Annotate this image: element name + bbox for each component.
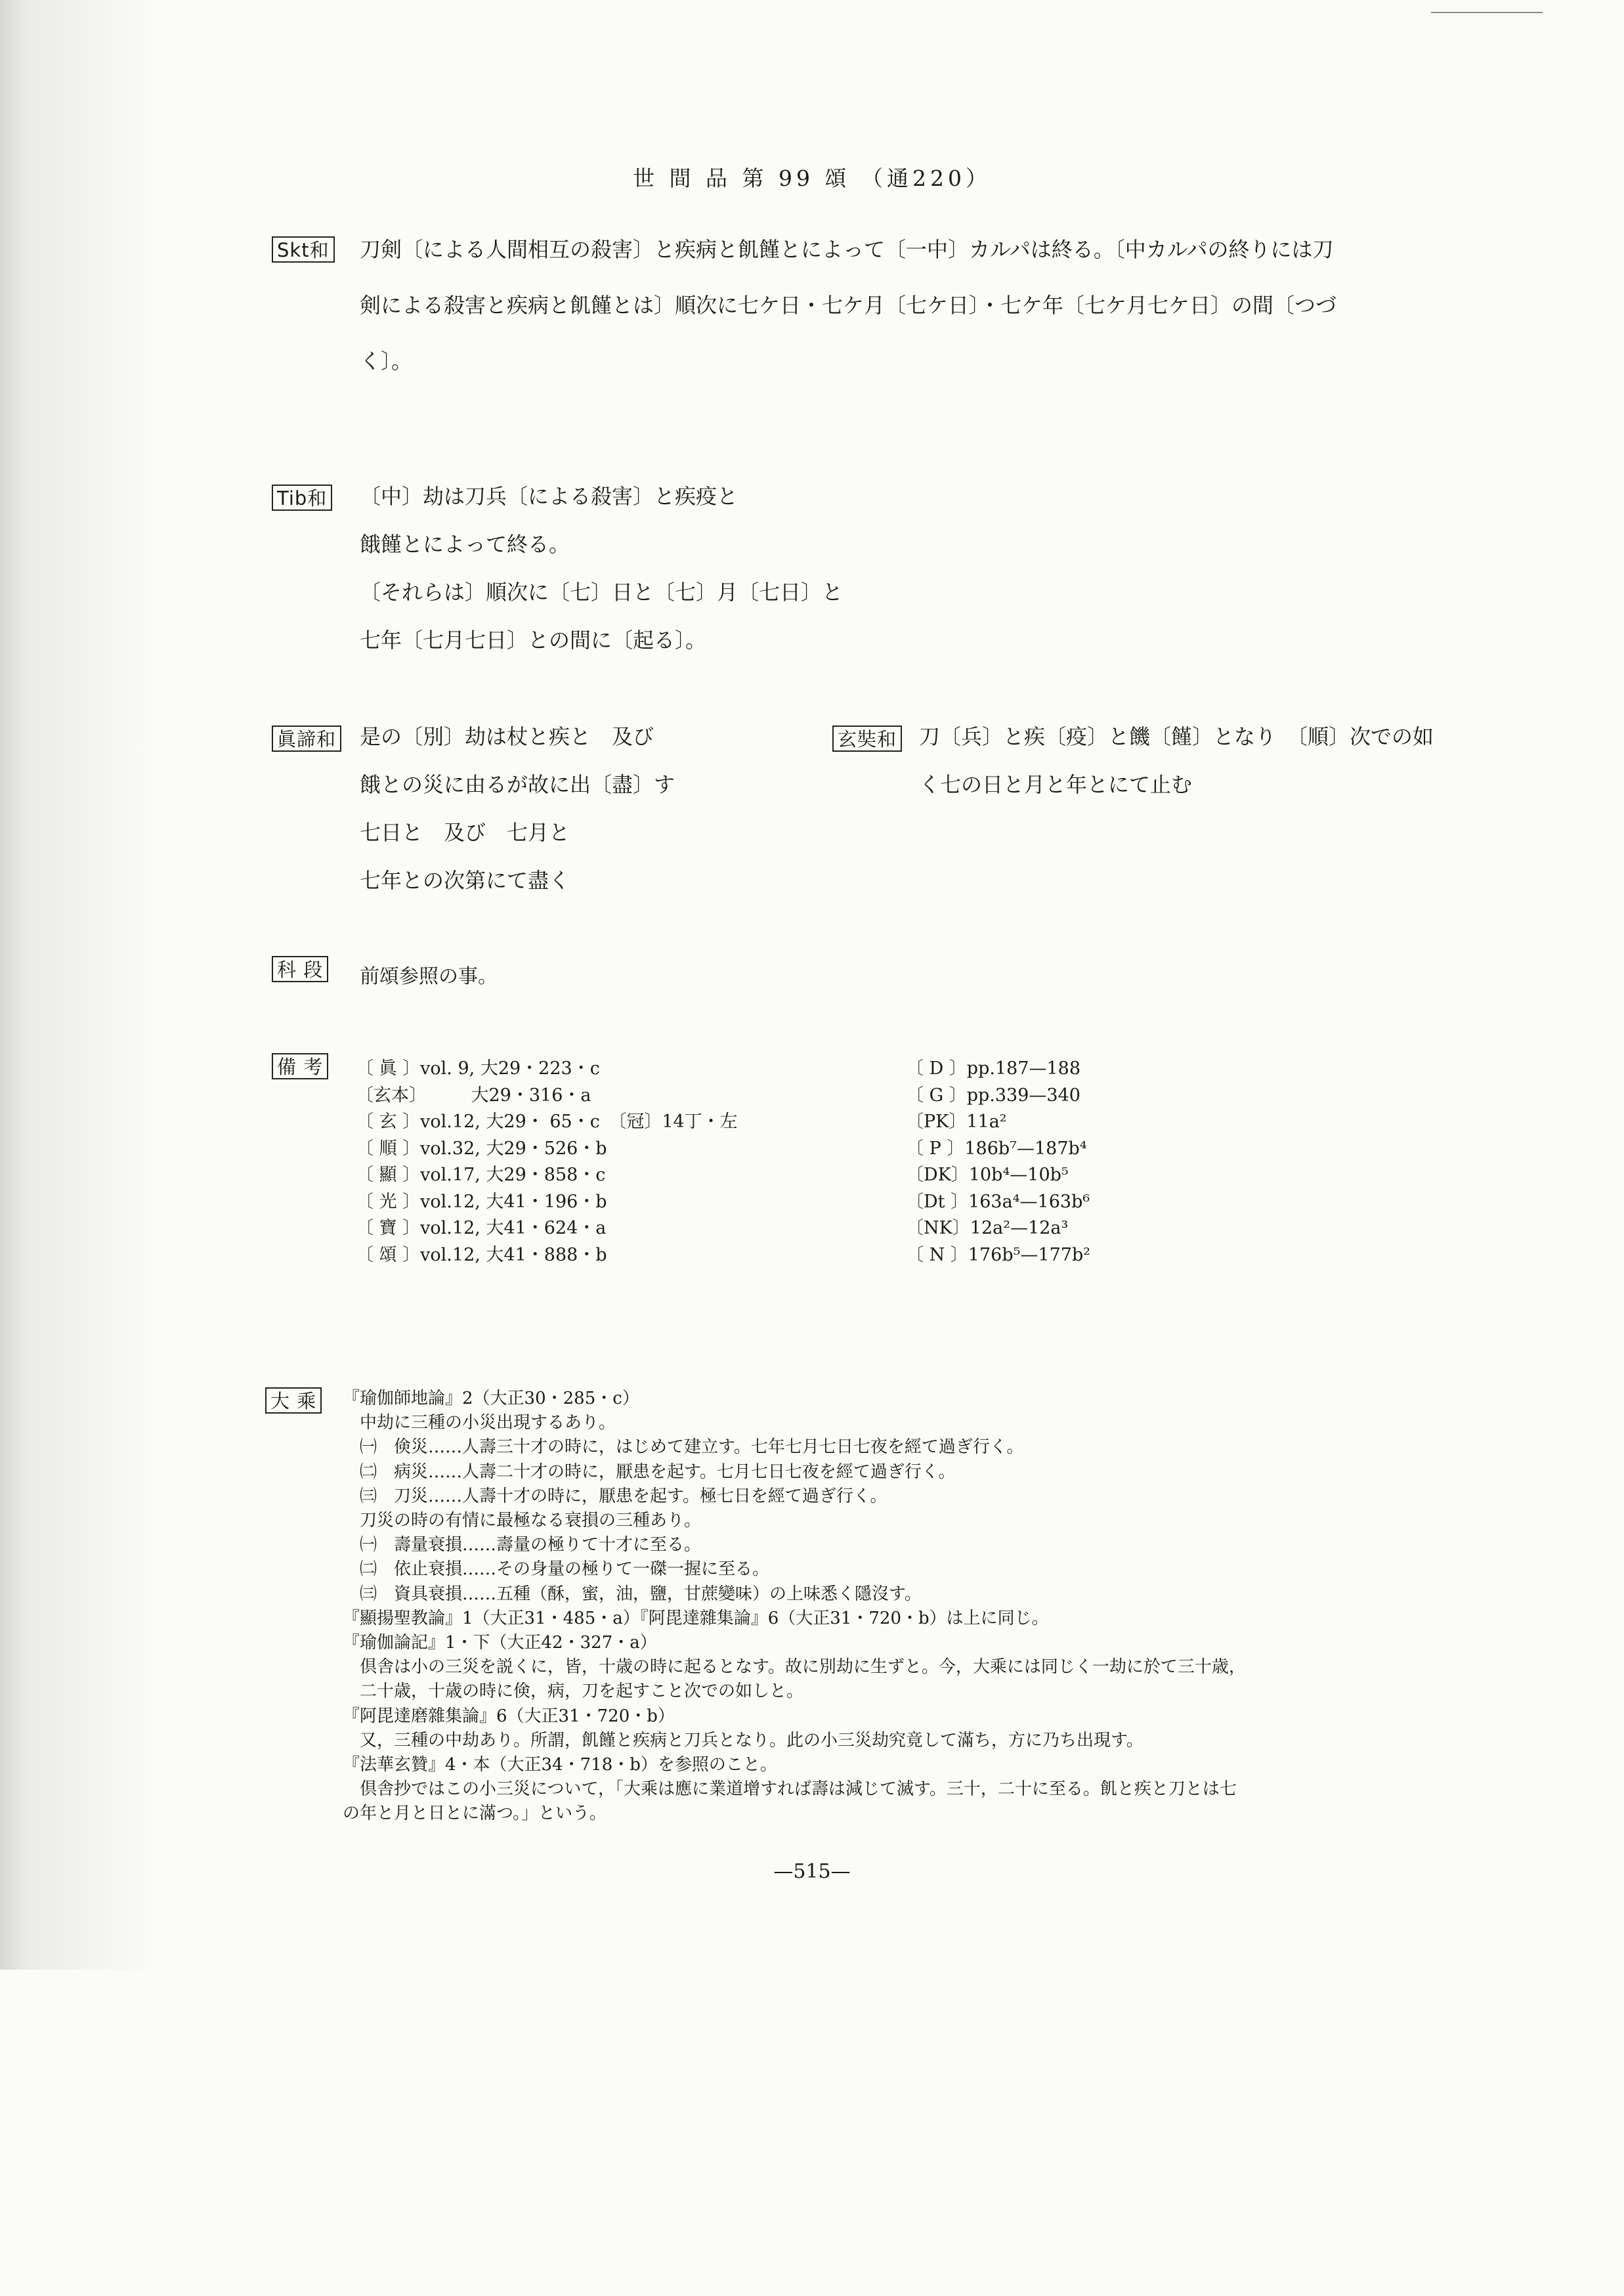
daijo-line: 『瑜伽論記』1・下（大正42・327・a） (343, 1633, 657, 1653)
shintai-line: 七年との次第にて盡く (360, 868, 570, 893)
biko-left-item: 〔 顯 〕vol.17, 大29・858・c (356, 1165, 606, 1185)
tib-line: 〔それらは〕順次に〔七〕日と〔七〕月〔七日〕と (360, 580, 844, 605)
shintai-line: 餓との災に由るが故に出〔盡〕す (360, 772, 675, 797)
biko-right-item: 〔Dt 〕163a⁴—163b⁶ (906, 1191, 1090, 1212)
daijo-line: 中劫に三種の小災出現するあり。 (343, 1413, 616, 1433)
daijo-line: ㈡ 病災……人壽二十才の時に，厭患を起す。七月七日七夜を經て過ぎ行く。 (343, 1462, 956, 1482)
biko-right-item: 〔PK〕11a² (906, 1112, 1007, 1132)
biko-right-item: 〔 N 〕176b⁵—177b² (906, 1244, 1091, 1265)
scan-edge-shadow (0, 0, 171, 1970)
genjo-text (919, 713, 1434, 809)
biko-left-item: 〔 玄 〕vol.12, 大29・ 65・c 〔冠〕14丁・左 (356, 1112, 738, 1132)
daijo-line: 倶舎は小の三災を説くに，皆，十歳の時に起るとなす。故に別劫に生ずと。今，大乘には同じく一劫に於て三十歳， (343, 1657, 1246, 1678)
daijo-line: ㈡ 依止衰損……その身量の極りて一磔一握に至る。 (343, 1559, 770, 1580)
daijo-line: ㈠ 倹災……人壽三十才の時に，はじめて建立す。七年七月七日七夜を經て過ぎ行く。 (343, 1437, 1024, 1458)
daijo-line: 『瑜伽師地論』2（大正30・285・c） (343, 1389, 639, 1408)
skt-line: 刀剣〔による人間相互の殺害〕と疾病と飢饉とによって〔一中〕カルパは終る。〔中カルパの終りには刀 (360, 237, 1334, 262)
skt-text (360, 222, 1336, 389)
tib-line: 〔中〕劫は刀兵〔による殺害〕と疾疫と (360, 484, 738, 509)
biko-right-item: 〔 G 〕pp.339—340 (906, 1085, 1080, 1106)
biko-right (906, 1056, 1090, 1268)
tib-line: 餓饉とによって終る。 (360, 532, 570, 557)
biko-right-item: 〔 D 〕pp.187—188 (906, 1058, 1081, 1079)
skt-line: 剣による殺害と疾病と飢饉とは〕順次に七ケ日・七ケ月〔七ケ日〕・七ケ年〔七ケ月七ケ日〕の間〔つづ (360, 293, 1337, 318)
daijo-line: 二十歳，十歳の時に倹，病，刀を起すこと次での如しと。 (343, 1681, 804, 1702)
biko-left (356, 1056, 738, 1268)
biko-left-item: 〔 眞 〕vol. 9, 大29・223・c (356, 1058, 600, 1079)
biko-left-item: 〔 頌 〕vol.12, 大41・888・b (356, 1244, 607, 1265)
genjo-line: 刀〔兵〕と疾〔疫〕と饑〔饉〕となり 〔順〕次での如 (919, 724, 1434, 749)
shintai-text (360, 713, 675, 905)
biko-right-item: 〔 P 〕186b⁷—187b⁴ (906, 1138, 1087, 1159)
biko-left-item: 〔 光 〕vol.12, 大41・196・b (356, 1191, 607, 1212)
scan-top-line (1431, 12, 1543, 13)
biko-left-item: 〔玄本〕 大29・316・a (356, 1085, 591, 1106)
biko-left-item: 〔 順 〕vol.32, 大29・526・b (356, 1138, 607, 1159)
shintai-line: 是の〔別〕劫は杖と疾と 及び (360, 724, 654, 749)
daijo-line: 『阿毘達磨雜集論』6（大正31・720・b） (343, 1706, 675, 1726)
tib-tag: Tib和 (272, 485, 332, 511)
daijo-line: 又，三種の中劫あり。所謂，飢饉と疾病と刀兵となり。此の小三災劫究竟して滿ち，方に乃ち出現す。 (343, 1730, 1143, 1750)
kadan-text: 前頌参照の事。 (360, 965, 498, 988)
kadan-tag: 科 段 (272, 956, 328, 982)
daijo-text (343, 1387, 1246, 1827)
daijo-line: 『顯揚聖教論』1（大正31・485・a）『阿毘達雜集論』6（大正31・720・b）は上に同じ。 (343, 1608, 1049, 1628)
daijo-line: 刀災の時の有情に最極なる衰損の三種あり。 (343, 1511, 702, 1531)
biko-right-item: 〔DK〕10b⁴—10b⁵ (906, 1165, 1069, 1185)
daijo-line: ㈢ 資具衰損……五種（酥，蜜，油，鹽，甘蔗變味）の上味悉く隱沒す。 (343, 1584, 922, 1604)
daijo-line: ㈢ 刀災……人壽十才の時に，厭患を起す。極七日を經て過ぎ行く。 (343, 1486, 887, 1506)
shintai-line: 七日と 及び 七月と (360, 820, 570, 845)
daijo-line: の年と月と日とに滿つ。」という。 (343, 1804, 607, 1824)
daijo-line: 『法華玄贊』4・本（大正34・718・b）を参照のこと。 (343, 1755, 777, 1775)
daijo-line: 倶舎抄ではこの小三災について，「大乘は應に業道增すれば壽は減じて滅す。三十，二十に至る。飢と疾と刀とは七 (343, 1779, 1237, 1800)
tib-text (360, 473, 843, 664)
daijo-tag: 大 乘 (265, 1387, 322, 1414)
tib-line: 七年〔七月七日〕との間に〔起る〕。 (360, 628, 707, 653)
biko-left-item: 〔 寶 〕vol.12, 大41・624・a (356, 1218, 607, 1238)
daijo-line: ㈠ 壽量衰損……壽量の極りて十才に至る。 (343, 1535, 702, 1555)
shintai-tag: 眞諦和 (272, 726, 341, 752)
genjo-tag: 玄奘和 (832, 726, 902, 752)
page-number: —515— (773, 1860, 851, 1883)
skt-line: く〕。 (360, 349, 413, 374)
biko-right-item: 〔NK〕12a²—12a³ (906, 1218, 1069, 1238)
skt-tag: Skt和 (272, 236, 335, 263)
genjo-line: く七の日と月と年とにて止む (919, 772, 1193, 797)
page-title: 世 間 品 第 99 頌 （通220） (633, 165, 991, 191)
biko-tag: 備 考 (272, 1053, 328, 1079)
